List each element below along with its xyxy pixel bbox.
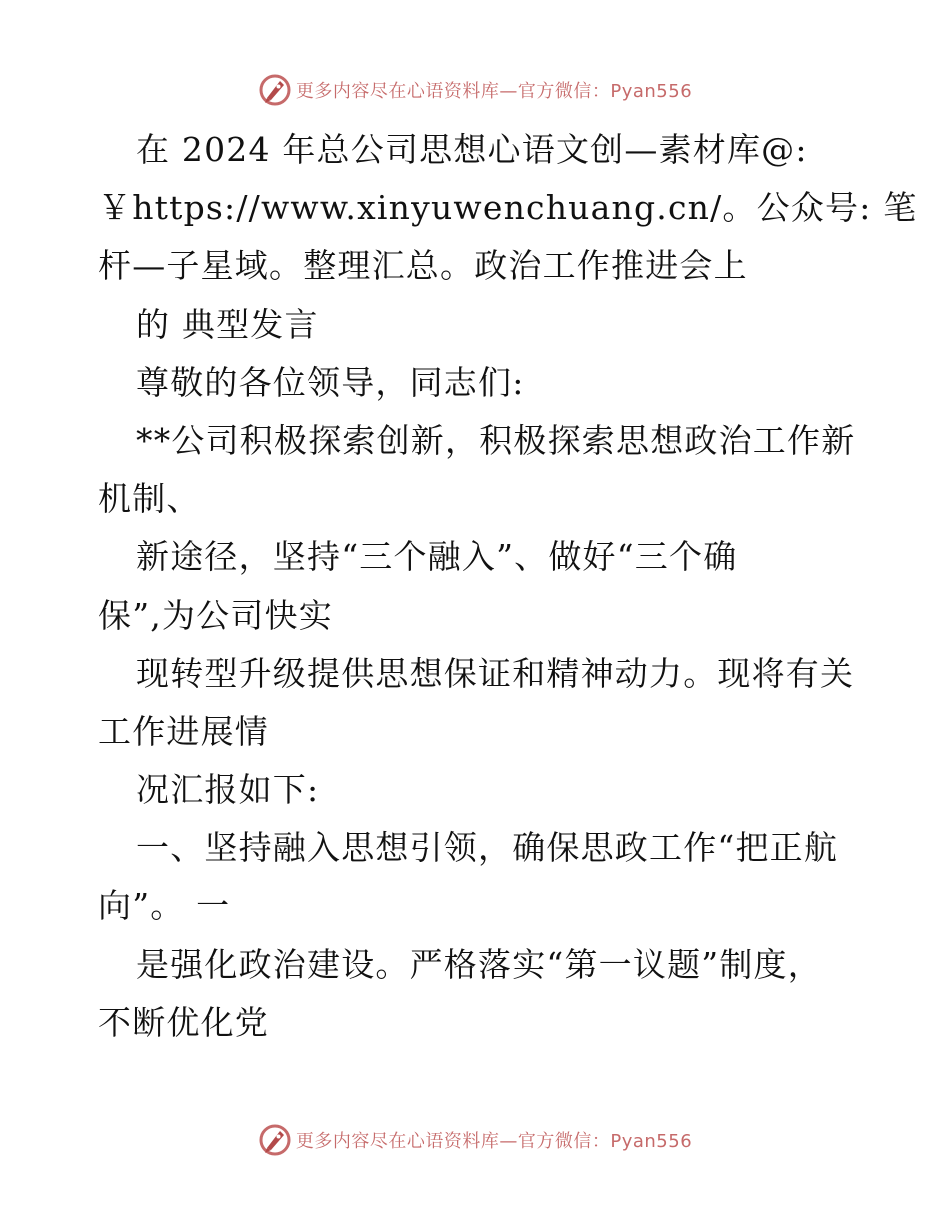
text-line: 况汇报如下: [136,770,320,810]
document-body [98,121,918,1052]
text-line: 杆—子星域。整理汇总。政治工作推进会上 [98,246,748,286]
pen-nib-logo-icon [258,1123,292,1157]
text-line: 一、坚持融入思想引领，确保思政工作“把正航 [136,828,839,868]
text-line: 现转型升级提供思想保证和精神动力。现将有关 [136,653,855,693]
text-line: 新途径，坚持“三个融入”、做好“三个确 [136,537,738,577]
text-line: 的 典型发言 [136,304,319,344]
text-line: 机制、 [98,479,201,519]
text-line: 在 2024 年总公司思想心语文创—素材库@: [136,130,808,169]
text-line: 尊敬的各位领导，同志们: [136,362,525,402]
header-banner-text: 更多内容尽在心语资料库—官方微信：Pyan556 [295,81,693,102]
footer-banner-text: 更多内容尽在心语资料库—官方微信：Pyan556 [295,1131,693,1152]
text-line: 保”,为公司快实 [98,595,333,635]
text-line: ￥https://www.xinyuwenchuang.cn/。公众号: 笔 [98,188,918,228]
header-banner [0,70,950,110]
text-line: 不断优化党 [98,1002,269,1042]
text-line: 工作进展情 [98,711,269,751]
text-line: 向”。 一 [98,886,231,926]
pen-nib-logo-icon [258,73,292,107]
text-line: **公司积极探索创新，积极探索思想政治工作新 [136,420,856,460]
footer-banner [0,1120,950,1160]
text-line: 是强化政治建设。严格落实“第一议题”制度， [136,944,822,984]
